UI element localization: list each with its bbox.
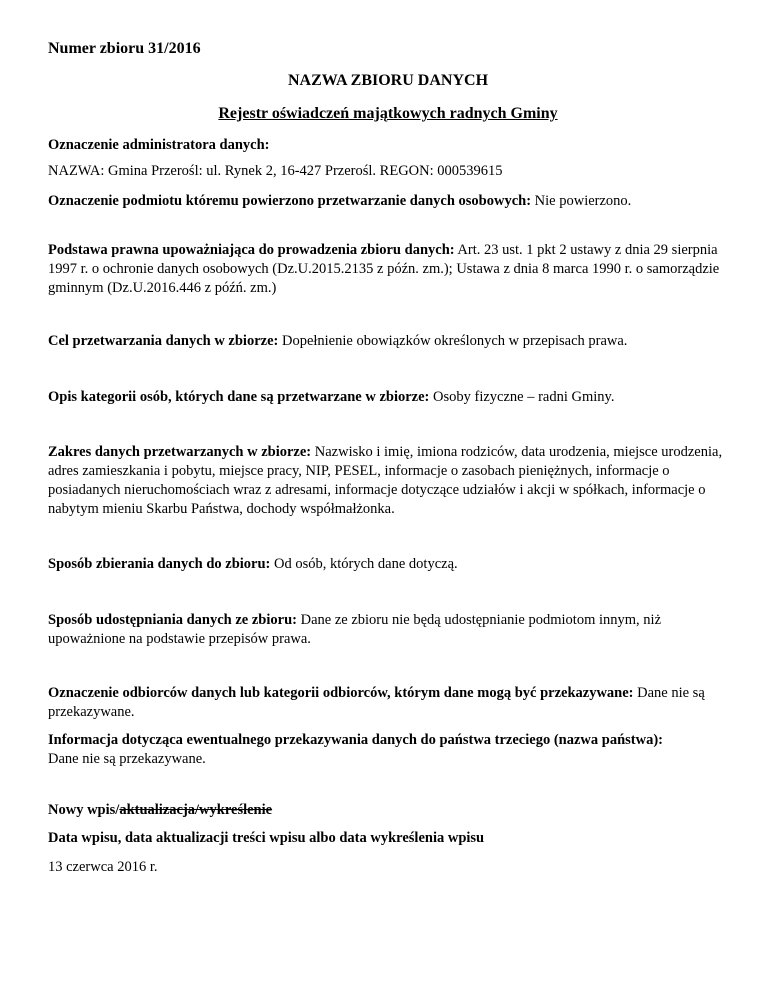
administrator-value: NAZWA: Gmina Przerośl: ul. Rynek 2, 16-427 Przerośl. REGON: 000539615 [48,163,503,179]
entry-type-struck: aktualizacja/wykreślenie [119,802,273,818]
scope-value: Nazwisko i imię, imiona rodziców, data urodzenia, miejsce urodzenia, adres zamieszkania i pobytu, miejsce pracy, NIP, PESEL, informacje o zasobach pieniężnych, informacje o posiadanych nieruchomościach wraz z adresami, informacje dotyczące udziałów i akcji w spółkach, informacje o nabytym mieniu Skarbu Państwa, dochody współmałżonka. [48,444,723,517]
document-title: NAZWA ZBIORU DANYCH [287,72,489,89]
third-country-label: Informacja dotycząca ewentualnego przekazywania danych do państwa trzeciego (nazwa państwa): [48,732,663,748]
third-country-section [48,731,728,769]
scope-section [48,443,728,519]
entry-type [48,801,728,820]
collection-label: Sposób zbierania danych do zbioru: [48,556,271,572]
scope-label: Zakres danych przetwarzanych w zbiorze: [48,444,312,460]
collection-value: Od osób, których dane dotyczą. [270,556,458,572]
purpose-value: Dopełnienie obowiązków określonych w przepisach prawa. [278,333,628,349]
entry-date-label: Data wpisu, data aktualizacji treści wpisu albo data wykreślenia wpisu [48,830,485,846]
purpose-label: Cel przetwarzania danych w zbiorze: [48,333,279,349]
recipients-value: Dane nie są przekazywane. [48,685,705,720]
recipients-label: Oznaczenie odbiorców danych lub kategorii odbiorców, którym dane mogą być przekazywane: [48,685,634,701]
purpose-section [48,332,728,351]
collection-section [48,555,728,574]
processor-label: Oznaczenie podmiotu któremu powierzono przetwarzanie danych osobowych: [48,193,532,209]
entry-date-value: 13 czerwca 2016 r. [48,859,158,875]
third-country-value: Dane nie są przekazywane. [48,751,206,767]
processor-section [48,192,738,211]
categories-section [48,388,728,407]
administrator-label: Oznaczenie administratora danych: [48,137,270,153]
legal-basis-value: Art. 23 ust. 1 pkt 2 ustawy z dnia 29 sierpnia 1997 r. o ochronie danych osobowych (Dz.U.2015.2135 z późn. zm.); Ustawa z dnia 8 marca 1990 r. o samorządzie gminnym (Dz.U.2016.446 z późń. zm.) [48,242,720,296]
entry-type-new: Nowy wpis/ [48,802,120,818]
categories-label: Opis kategorii osób, których dane są przetwarzane w zbiorze: [48,389,430,405]
sharing-label: Sposób udostępniania danych ze zbioru: [48,612,297,628]
legal-basis-label: Podstawa prawna upoważniająca do prowadzenia zbioru danych: [48,242,455,258]
recipients-section [48,684,728,722]
categories-value: Osoby fizyczne – radni Gminy. [429,389,615,405]
collection-number: Numer zbioru 31/2016 [48,40,201,57]
sharing-section [48,611,728,649]
legal-basis-section [48,241,728,298]
processor-value: Nie powierzono. [531,193,632,209]
sharing-value: Dane ze zbioru nie będą udostępnianie podmiotom innym, niż upoważnione na podstawie przepisów prawa. [48,612,661,647]
document-subtitle: Rejestr oświadczeń majątkowych radnych Gminy [218,105,558,122]
